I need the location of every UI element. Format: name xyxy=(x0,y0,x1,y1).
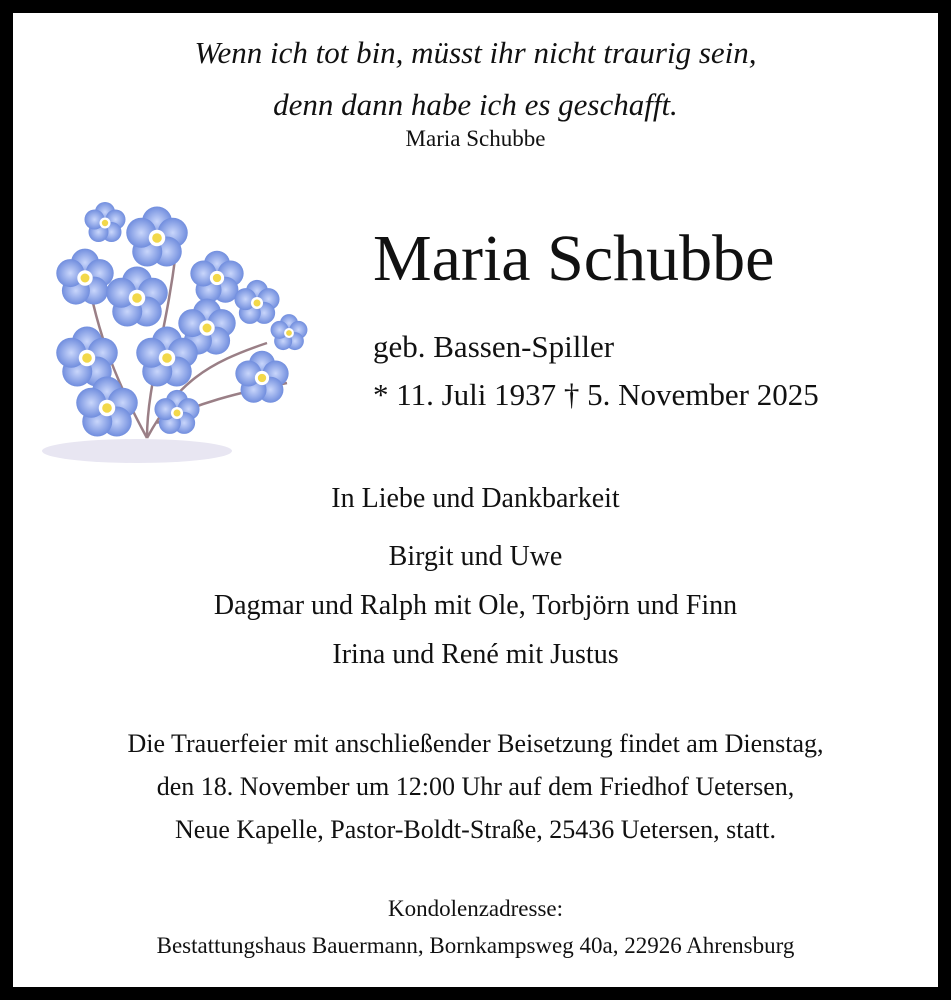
quote-line-1: Wenn ich tot bin, müsst ihr nicht traurig sein, xyxy=(194,35,757,70)
birth-name: geb. Bassen-Spiller xyxy=(373,329,615,364)
ceremony-line: Die Trauerfeier mit anschließender Beisetzung findet am Dienstag, xyxy=(127,729,824,758)
life-dates: * 11. Juli 1937 † 5. November 2025 xyxy=(373,377,819,412)
ceremony-line: den 18. November um 12:00 Uhr auf dem Friedhof Uetersen, xyxy=(156,772,795,801)
deceased-name: Maria Schubbe xyxy=(373,222,775,295)
mourners-intro: In Liebe und Dankbarkeit xyxy=(331,483,620,514)
quote-line-2: denn dann habe ich es geschafft. xyxy=(273,87,678,122)
ceremony-line: Neue Kapelle, Pastor-Boldt-Straße, 25436 Uetersen, statt. xyxy=(175,815,776,844)
obituary-notice xyxy=(13,13,938,987)
mourner-line: Birgit und Uwe xyxy=(388,541,563,572)
quote-author: Maria Schubbe xyxy=(405,126,546,151)
mourner-line: Irina und René mit Justus xyxy=(332,639,619,670)
forget-me-not-flowers-icon xyxy=(27,183,317,473)
condolence-label: Kondolenzadresse: xyxy=(388,896,563,921)
mourner-line: Dagmar und Ralph mit Ole, Torbjörn und Finn xyxy=(213,590,738,621)
condolence-address: Bestattungshaus Bauermann, Bornkampsweg 40a, 22926 Ahrensburg xyxy=(156,933,795,958)
